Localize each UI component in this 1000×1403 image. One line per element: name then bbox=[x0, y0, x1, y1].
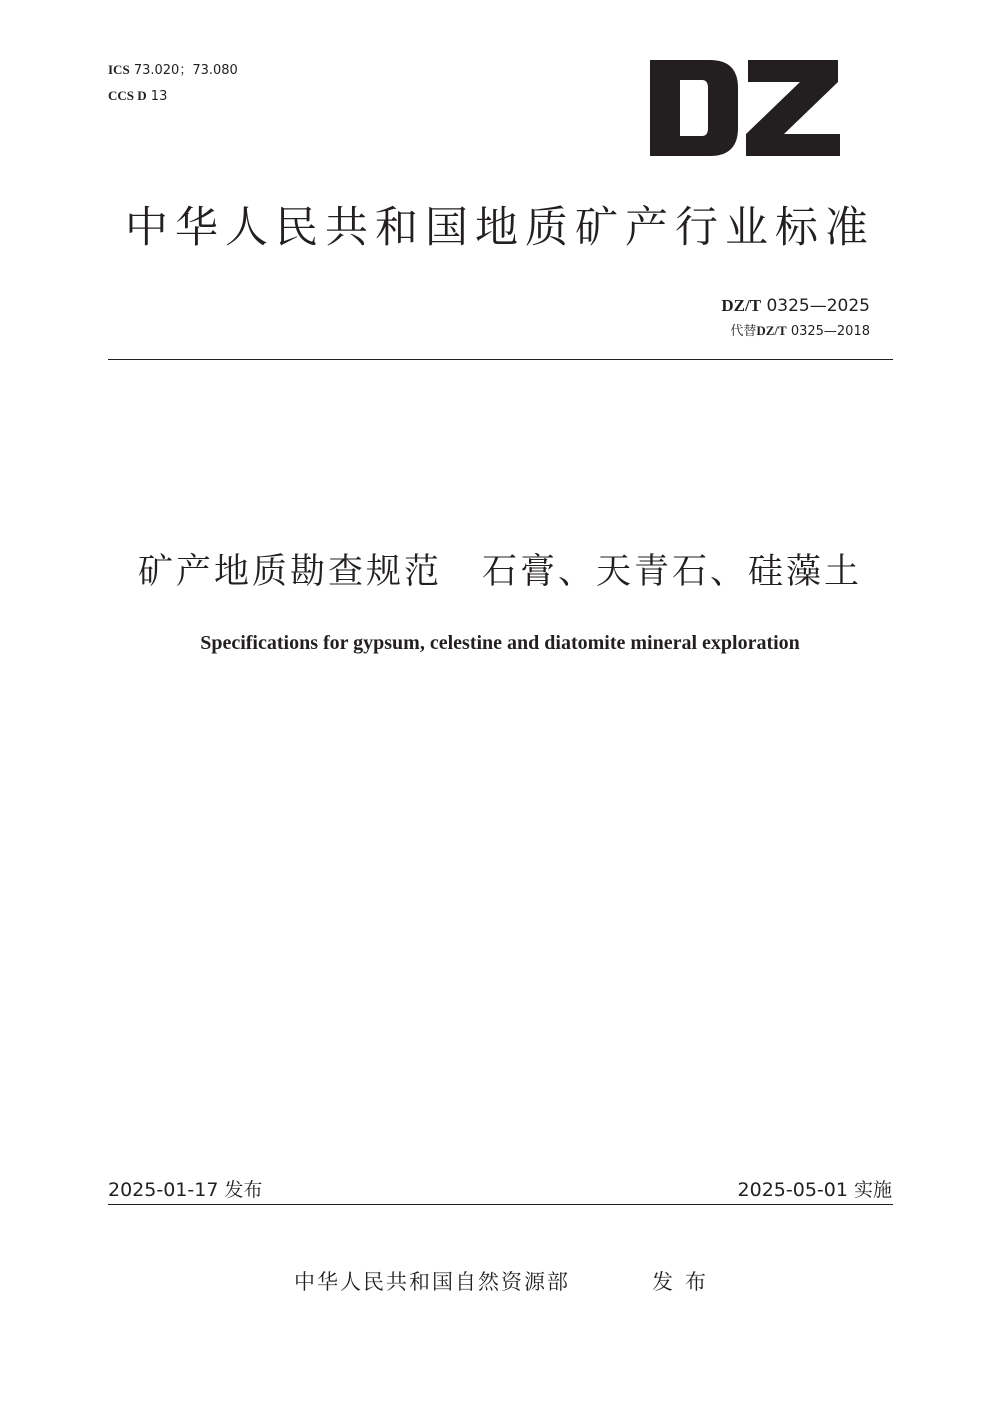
standard-code-prefix: DZ/T bbox=[721, 296, 762, 315]
chinese-title bbox=[0, 548, 1000, 596]
ccs-code bbox=[108, 88, 167, 105]
replaces-prefix: 代替 bbox=[730, 324, 757, 339]
category-title: 中华人民共和国地质矿产行业标准 bbox=[125, 203, 875, 253]
ccs-value: 13 bbox=[150, 89, 168, 104]
ccs-label: CCS D bbox=[108, 88, 147, 103]
standard-code-number: 0325—2025 bbox=[766, 296, 870, 316]
bottom-divider bbox=[108, 1204, 893, 1205]
dz-logo bbox=[650, 60, 840, 156]
replaces-code: DZ/T bbox=[756, 323, 787, 338]
issuer-name: 中华人民共和国自然资源部 bbox=[294, 1270, 570, 1294]
ics-value: 73.020；73.080 bbox=[133, 63, 238, 78]
standard-number bbox=[721, 296, 870, 316]
implementation-date: 2025-05-01 实施 bbox=[737, 1179, 892, 1201]
chinese-title-part2: 石膏、天青石、硅藻土 bbox=[482, 552, 863, 592]
replaces-standard bbox=[730, 323, 870, 340]
top-divider bbox=[108, 359, 893, 360]
issue-date: 2025-01-17 发布 bbox=[108, 1179, 263, 1201]
issuer-action: 发布 bbox=[652, 1270, 718, 1294]
replaces-number: 0325—2018 bbox=[790, 324, 870, 339]
ics-label: ICS bbox=[108, 62, 130, 77]
english-title: Specifications for gypsum, celestine and diatomite mineral exploration bbox=[200, 632, 800, 654]
ics-code bbox=[108, 62, 238, 79]
chinese-title-part1: 矿产地质勘查规范 bbox=[137, 552, 442, 592]
